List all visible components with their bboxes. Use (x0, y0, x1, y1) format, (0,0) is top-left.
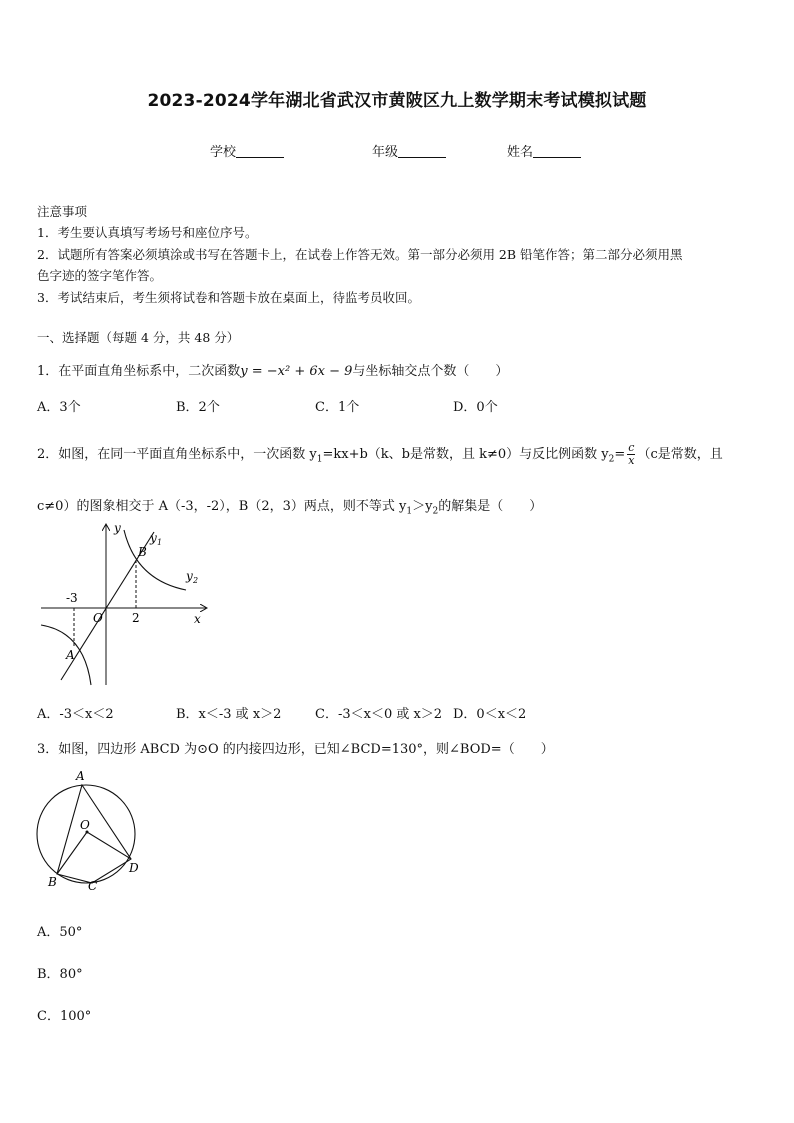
school-blank (236, 145, 284, 158)
label-o: O (93, 611, 103, 625)
label-c: C (88, 879, 98, 892)
q2-frac-num: c (628, 441, 635, 454)
q1-option-b: B．2个 (176, 400, 220, 415)
notice-item-3: 3．考试结束后，考生须将试卷和答题卡放在桌面上，待监考员收回。 (37, 290, 420, 305)
q2-option-c: C．-3＜x＜0 或 x＞2 (315, 707, 443, 722)
label-a: A (66, 648, 75, 662)
q2-line2-a: c≠0）的图象相交于 A（-3，-2），B（2，3）两点，则不等式 y (37, 499, 407, 514)
grade-field (372, 141, 446, 160)
q1-option-a: A．3个 (37, 400, 81, 415)
grade-label: 年级 (372, 145, 399, 160)
school-field (210, 141, 284, 160)
question-2-line-1 (37, 442, 723, 467)
q2-sub-1: 1 (316, 454, 323, 465)
q2-option-d: D．0＜x＜2 (453, 707, 527, 722)
q2-frac-den: x (628, 454, 635, 467)
q2-text-b: =kx+b（k、b是常数，且 k≠0）与反比例函数 y (322, 447, 609, 462)
notice-item-2: 2．试题所有答案必须填涂或书写在答题卡上，在试卷上作答无效。第一部分必须用 2B 铅笔作答；第二部分必须用黑 (37, 247, 683, 262)
q3-option-b: B．80° (37, 967, 83, 982)
q2-eq: = (614, 447, 626, 462)
q2-graph (36, 520, 216, 690)
label-a: A (76, 769, 85, 783)
q2-text-c: （c是常数，且 (637, 447, 723, 462)
q2-fraction (627, 442, 635, 467)
label-y2: y (186, 569, 193, 583)
label-o: O (80, 818, 90, 832)
q2-text-a: 2．如图，在同一平面直角坐标系中，一次函数 y (37, 447, 317, 462)
grade-blank (398, 145, 446, 158)
label-b: B (138, 545, 147, 559)
notice-heading: 注意事项 (37, 204, 88, 219)
q2-sub-2: 2 (608, 454, 615, 465)
q1-option-d: D．0个 (453, 400, 498, 415)
q1-prefix: 1．在平面直角坐标系中，二次函数 (37, 364, 241, 379)
label-y1-sub: 1 (157, 538, 163, 547)
label-neg3: -3 (66, 591, 78, 605)
notice-item-2-cont: 色字迹的签字笔作答。 (37, 268, 163, 283)
question-3: 3．如图，四边形 ABCD 为⊙O 的内接四边形，已知∠BCD=130°，则∠BOD=（ ） (37, 742, 554, 757)
label-y2-sub: 2 (193, 576, 199, 585)
question-1 (37, 360, 508, 379)
quadrilateral-abcd (57, 785, 131, 883)
q1-option-c: C．1个 (315, 400, 360, 415)
label-b: B (48, 875, 57, 889)
q2-line2-sub-1: 1 (406, 506, 413, 517)
q2-option-b: B．x＜-3 或 x＞2 (176, 707, 282, 722)
name-blank (533, 145, 581, 158)
page-title: 2023-2024学年湖北省武汉市黄陂区九上数学期末考试模拟试题 (147, 91, 647, 111)
label-d: D (129, 861, 139, 875)
q2-line2-c: 的解集是（ ） (438, 499, 543, 514)
label-y1: y (150, 531, 157, 545)
section-heading: 一、选择题（每题 4 分，共 48 分） (37, 330, 240, 345)
radii-ob-od (57, 832, 131, 874)
label-x: x (194, 612, 201, 626)
q2-line2-sub-2: 2 (432, 506, 439, 517)
q3-option-a: A．50° (37, 925, 83, 940)
q2-line2-b: ＞y (412, 499, 433, 514)
q3-option-c: C．100° (37, 1009, 92, 1024)
q3-circle-figure (32, 766, 152, 892)
school-label: 学校 (210, 145, 237, 160)
label-y: y (114, 521, 121, 535)
q2-option-a: A．-3＜x＜2 (37, 707, 114, 722)
q1-suffix: 与坐标轴交点个数（ ） (352, 364, 509, 379)
notice-item-1: 1．考生要认真填写考场号和座位序号。 (37, 225, 258, 240)
name-field (507, 141, 581, 160)
name-label: 姓名 (507, 145, 534, 160)
label-2: 2 (132, 611, 140, 625)
question-2-line-2 (37, 495, 542, 517)
q1-formula: y = −x² + 6x − 9 (240, 364, 353, 379)
